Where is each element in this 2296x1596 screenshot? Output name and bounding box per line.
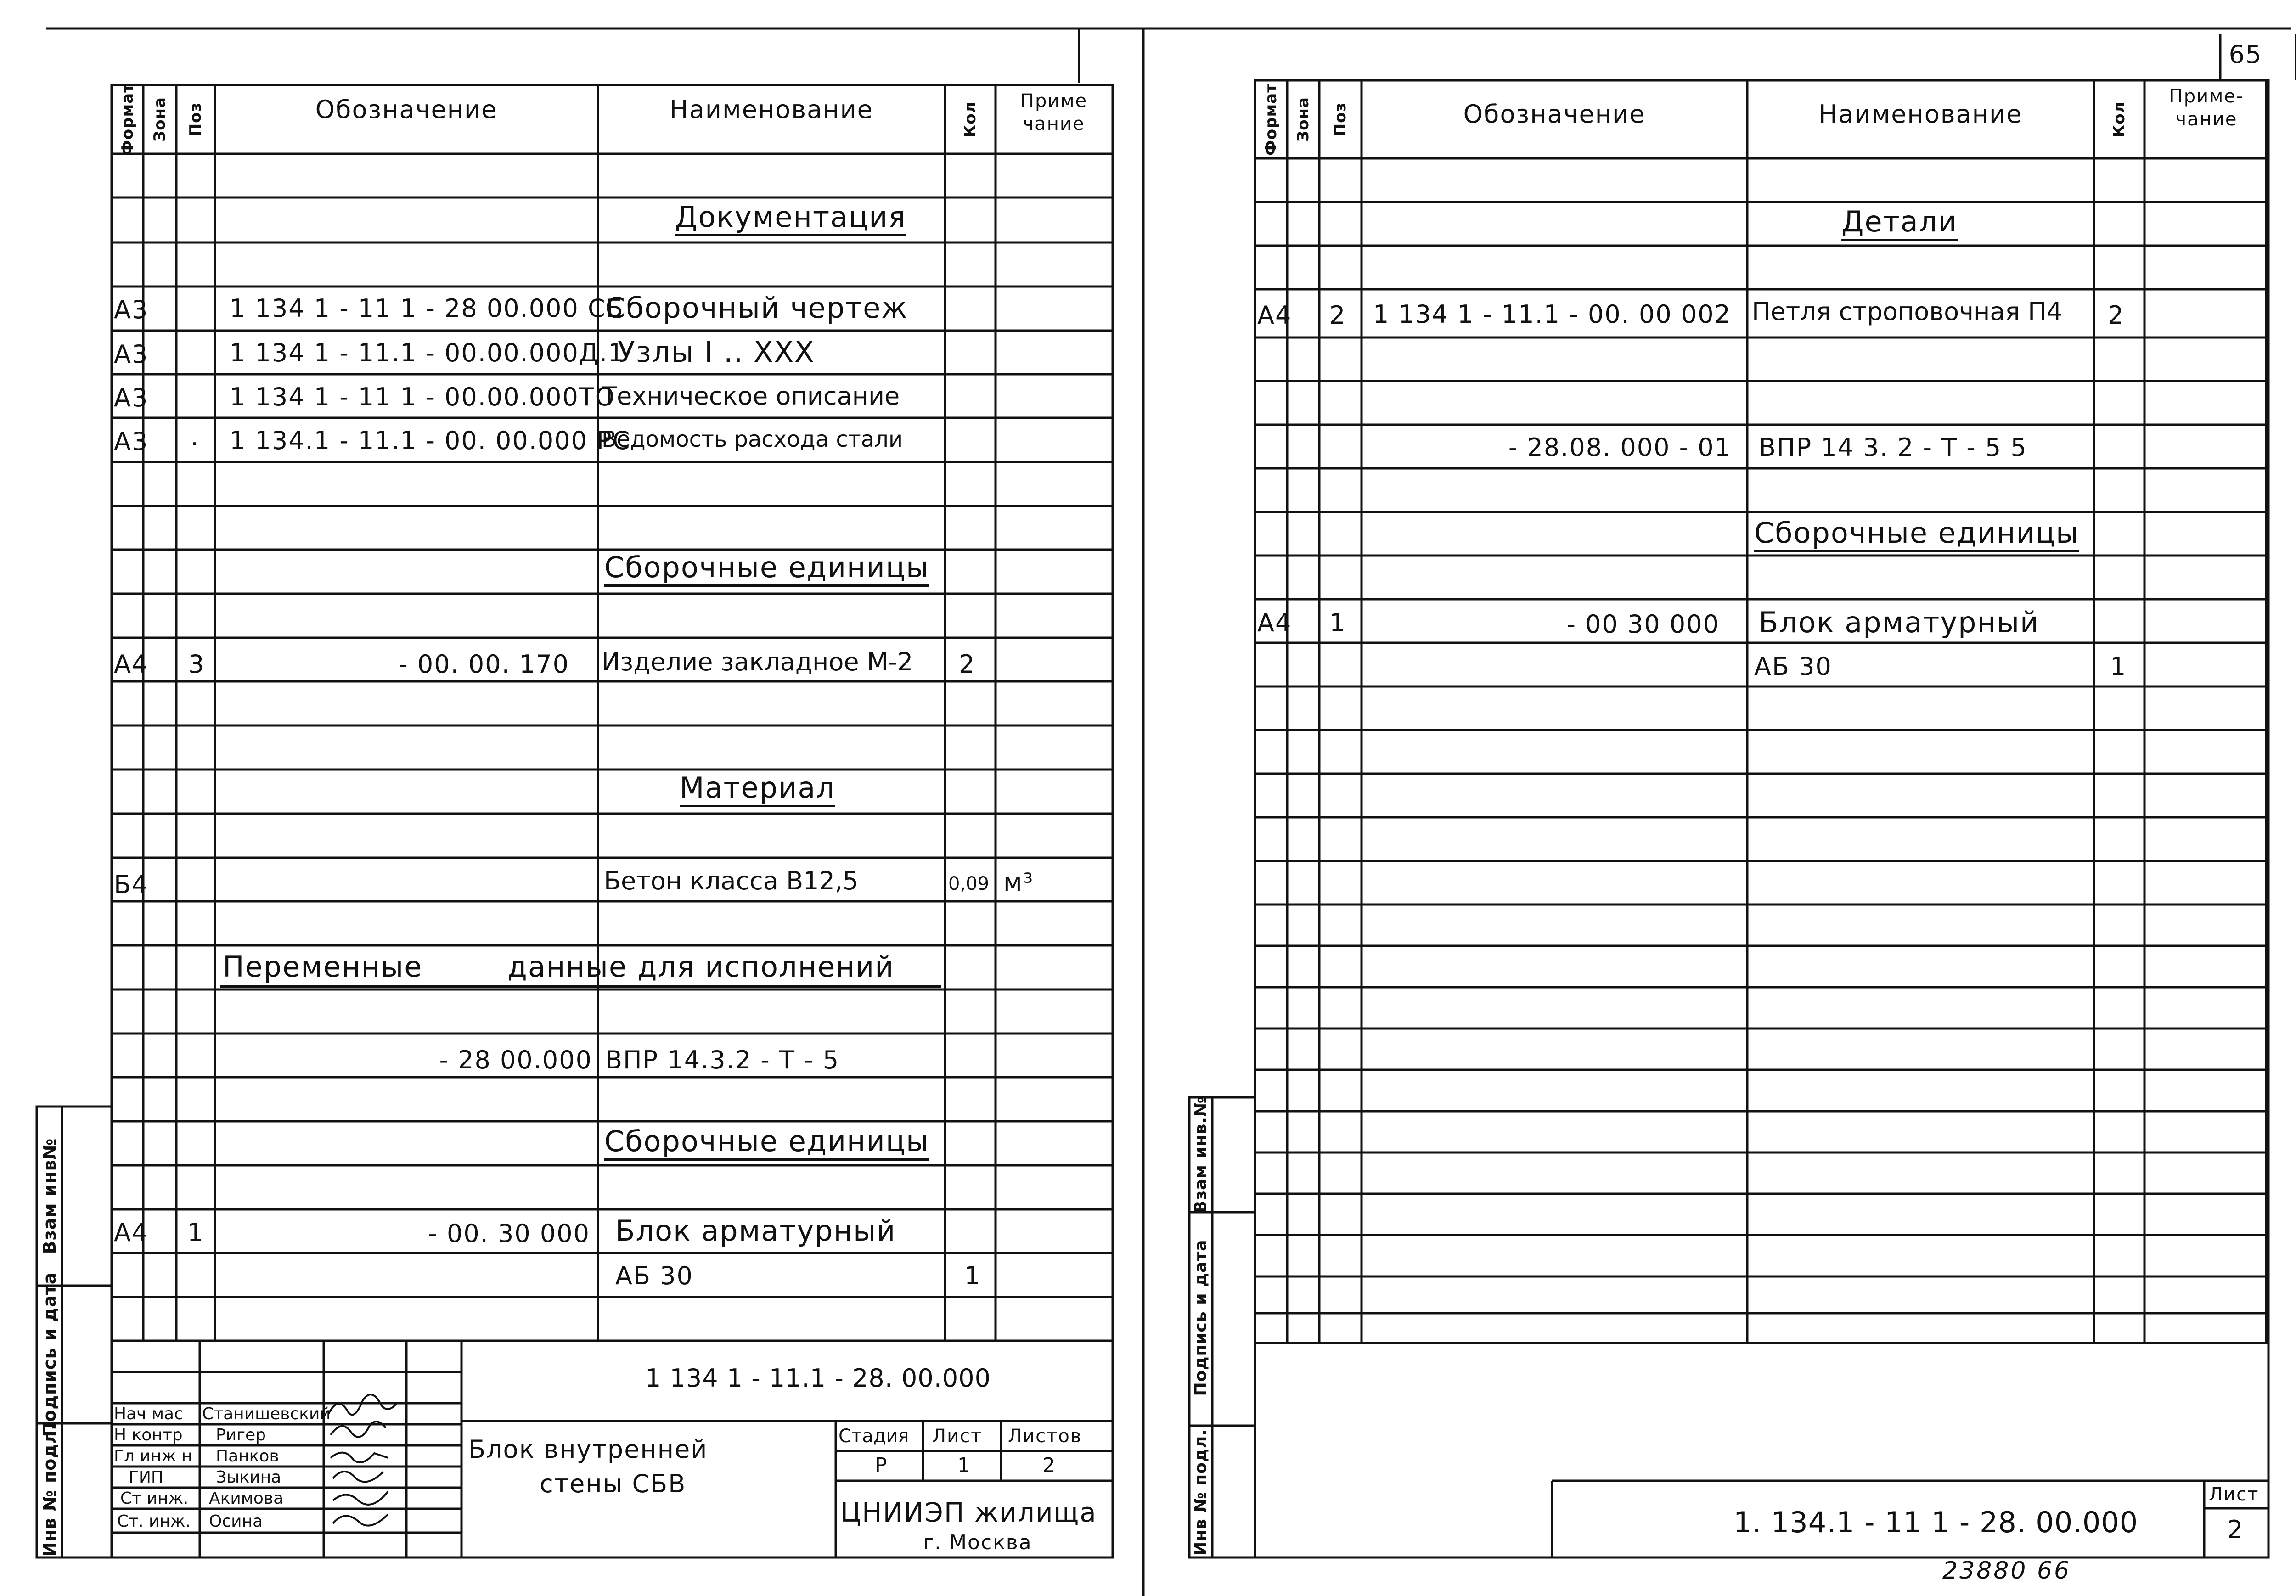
name-cell: Петля строповочная П4 <box>1752 297 2063 326</box>
header-format: Формат <box>1262 83 1280 156</box>
pos-cell: 1 <box>187 1218 204 1247</box>
signer-role: Гл инж н <box>114 1447 192 1466</box>
title-line-1: Блок внутренней <box>468 1435 708 1464</box>
replace-inv-label: Взам инв№ <box>39 1138 60 1254</box>
format-cell: А3 <box>114 383 149 412</box>
archive-number: 23880 66 <box>1942 1557 2071 1585</box>
section-assembly-units-2: Сборочные единицы <box>604 1127 929 1161</box>
signer-name: Зыкина <box>216 1468 281 1487</box>
designation-cell: - 00. 30 000 <box>428 1219 590 1248</box>
org-line-2: г. Москва <box>923 1531 1032 1554</box>
designation-cell: 1 134.1 - 11.1 - 00. 00.000 РС <box>230 426 631 455</box>
header-zone: Зона <box>151 97 169 142</box>
section-assembly-units: Сборочные единицы <box>1754 519 2079 552</box>
note-cell: м³ <box>1003 868 1034 897</box>
signer-role: ГИП <box>129 1468 163 1487</box>
name-cell: Сборочный чертеж <box>605 291 908 325</box>
sign-date-label: Подпись и дата <box>1191 1239 1210 1396</box>
section-details: Детали <box>1841 208 1958 241</box>
section-documentation: Документация <box>675 203 906 236</box>
replace-inv-label: Взам инв.№ <box>1191 1096 1210 1214</box>
signer-name: Станишевский <box>202 1405 331 1423</box>
format-cell: А4 <box>114 1218 149 1247</box>
signer-role: Нач мас <box>114 1405 183 1423</box>
format-cell: А3 <box>114 427 149 456</box>
header-format: Формат <box>118 83 137 156</box>
title-line-2: стены СБВ <box>540 1469 687 1498</box>
format-cell: А4 <box>1257 608 1292 637</box>
section-assembly-units: Сборочные единицы <box>604 553 929 587</box>
designation-cell: - 28.08. 000 - 01 <box>1508 433 1731 462</box>
qty-cell: 2 <box>2108 301 2125 330</box>
section-variable-data: Переменные <box>223 950 423 983</box>
name-cell: Бетон класса В12,5 <box>604 866 859 895</box>
drawing-sheet: 65 Формат Зона Поз Обозначение Наименование Кол Приме чание Документация Сборочные единицы Материал Переменные данные для исполнений Сборочные единицы А3 1 134 1 - 11 1 - 28 00.000 СБ Сборочный чертеж А3 1 134 1 - 11.1 - 00.00.000Д.1 Узлы I .. XXX А3 1 134 1 - 11 1 - 00.00.000ТО Техническое описание А3 . 1 134.1 - 11.1 - 00. 00.000 РС Ведомость расхода стали А4 3 - 00. 00. 170 Изделие закладное М-2 2 Б4 Бетон класса В12,5 0,09 м³ - 28 00.000 ВПР 14.3.2 - Т - 5 А4 1 - 00. 30 000 Блок арматурный АБ 30 1 Инв № подл. Подпись и дата Взам инв№ 1 134 1 - 11.1 - 28. 00.000 Блок внутренней стены СБВ Стадия Лист Листов Р 1 2 ЦНИИЭП жилища г. Москва Нач мас Станишевский Н контр Ригер Гл инж н Панков ГИП Зыкина Ст инж. Акимова Ст. инж. Осина Формат Зона Поз Обозначение Наименование Кол Приме- чание Детали Сборочные единицы А4 2 1 134 1 - 11.1 - 00. 00 002 Петля строповочная П4 2 - 28.08. 000 - 01 ВПР 14 3. 2 - Т - 5 5 А4 1 - 00 30 000 Блок арматурный АБ 30 1 Инв № подл. Подпись и дата Взам инв.№ 1. 134.1 - 11 1 - 28. 00.000 Лист 2 23880 66 <box>0 0 2296 1596</box>
header-designation: Обозначение <box>1463 100 1646 129</box>
name-cell: Изделие закладное М-2 <box>602 647 913 676</box>
signer-name: Панков <box>216 1447 279 1466</box>
format-cell: Б4 <box>114 870 149 899</box>
zone-cell: . <box>191 422 200 451</box>
header-pos: Поз <box>1331 102 1350 137</box>
header-pos: Поз <box>186 102 205 137</box>
designation-cell: 1 134 1 - 11.1 - 00. 00 002 <box>1373 300 1731 329</box>
qty-cell: 2 <box>959 650 976 679</box>
name-cell: ВПР 14 3. 2 - Т - 5 5 <box>1759 433 2027 462</box>
signer-role: Ст. инж. <box>117 1512 191 1531</box>
format-cell: А4 <box>1257 301 1292 330</box>
signer-role: Ст инж. <box>120 1489 189 1508</box>
sign-date-label: Подпись и дата <box>39 1272 60 1437</box>
designation-cell: 1 134 1 - 11 1 - 00.00.000ТО <box>230 382 616 411</box>
name-cell: Блок арматурный <box>1759 606 2040 639</box>
sheet-label: Лист <box>932 1426 983 1447</box>
stage-label: Стадия <box>838 1426 909 1447</box>
name-cell: АБ 30 <box>1754 652 1832 681</box>
section-material: Материал <box>680 774 835 807</box>
signer-name: Акимова <box>209 1489 284 1508</box>
name-cell: Блок арматурный <box>615 1214 896 1248</box>
signer-role: Н контр <box>114 1426 183 1444</box>
pos-cell: 2 <box>1329 301 1346 330</box>
inv-orig-label: Инв № подл. <box>1191 1429 1210 1556</box>
org-line-1: ЦНИИЭП жилища <box>840 1497 1097 1528</box>
header-zone: Зона <box>1294 97 1312 142</box>
header-note: Приме- чание <box>2169 86 2244 130</box>
pos-cell: 1 <box>1329 608 1346 637</box>
name-cell: Техническое описание <box>602 382 900 410</box>
name-cell: Узлы I .. XXX <box>618 335 815 369</box>
name-cell: АБ 30 <box>615 1261 693 1290</box>
pos-cell: 3 <box>188 650 205 679</box>
doc-code: 1 134 1 - 11.1 - 28. 00.000 <box>645 1364 991 1393</box>
sheets-label: Листов <box>1008 1426 1082 1447</box>
format-cell: А3 <box>114 295 149 324</box>
format-cell: А4 <box>114 650 149 679</box>
designation-cell: 1 134 1 - 11.1 - 00.00.000Д.1 <box>230 338 625 367</box>
signer-name: Ригер <box>216 1426 266 1444</box>
header-name: Наименование <box>1818 100 2023 129</box>
name-cell: ВПР 14.3.2 - Т - 5 <box>605 1045 840 1074</box>
sheets-value: 2 <box>1042 1454 1056 1477</box>
format-cell: А3 <box>114 340 149 369</box>
designation-cell: 1 134 1 - 11 1 - 28 00.000 СБ <box>230 294 624 323</box>
name-cell: Ведомость расхода стали <box>602 427 903 452</box>
sheet-label: Лист <box>2209 1484 2259 1505</box>
header-note: Приме чание <box>1020 90 1088 135</box>
doc-code: 1. 134.1 - 11 1 - 28. 00.000 <box>1733 1506 2138 1539</box>
header-designation: Обозначение <box>315 95 498 124</box>
signer-name: Осина <box>209 1512 263 1531</box>
stage-value: Р <box>875 1454 888 1477</box>
sheet-value: 1 <box>957 1454 971 1477</box>
inv-orig-label: Инв № подл. <box>39 1423 60 1557</box>
designation-cell: - 28 00.000 <box>439 1045 592 1074</box>
designation-cell: - 00 30 000 <box>1566 610 1720 639</box>
qty-cell: 1 <box>2110 652 2127 681</box>
designation-cell: - 00. 00. 170 <box>399 650 569 679</box>
header-qty: Кол <box>2110 101 2128 138</box>
qty-cell: 0,09 <box>948 873 990 894</box>
header-name: Наименование <box>670 95 873 124</box>
section-variable-data-2: данные для исполнений <box>507 950 895 983</box>
sheet-value: 2 <box>2227 1515 2244 1544</box>
qty-cell: 1 <box>964 1261 981 1290</box>
header-qty: Кол <box>961 101 979 138</box>
